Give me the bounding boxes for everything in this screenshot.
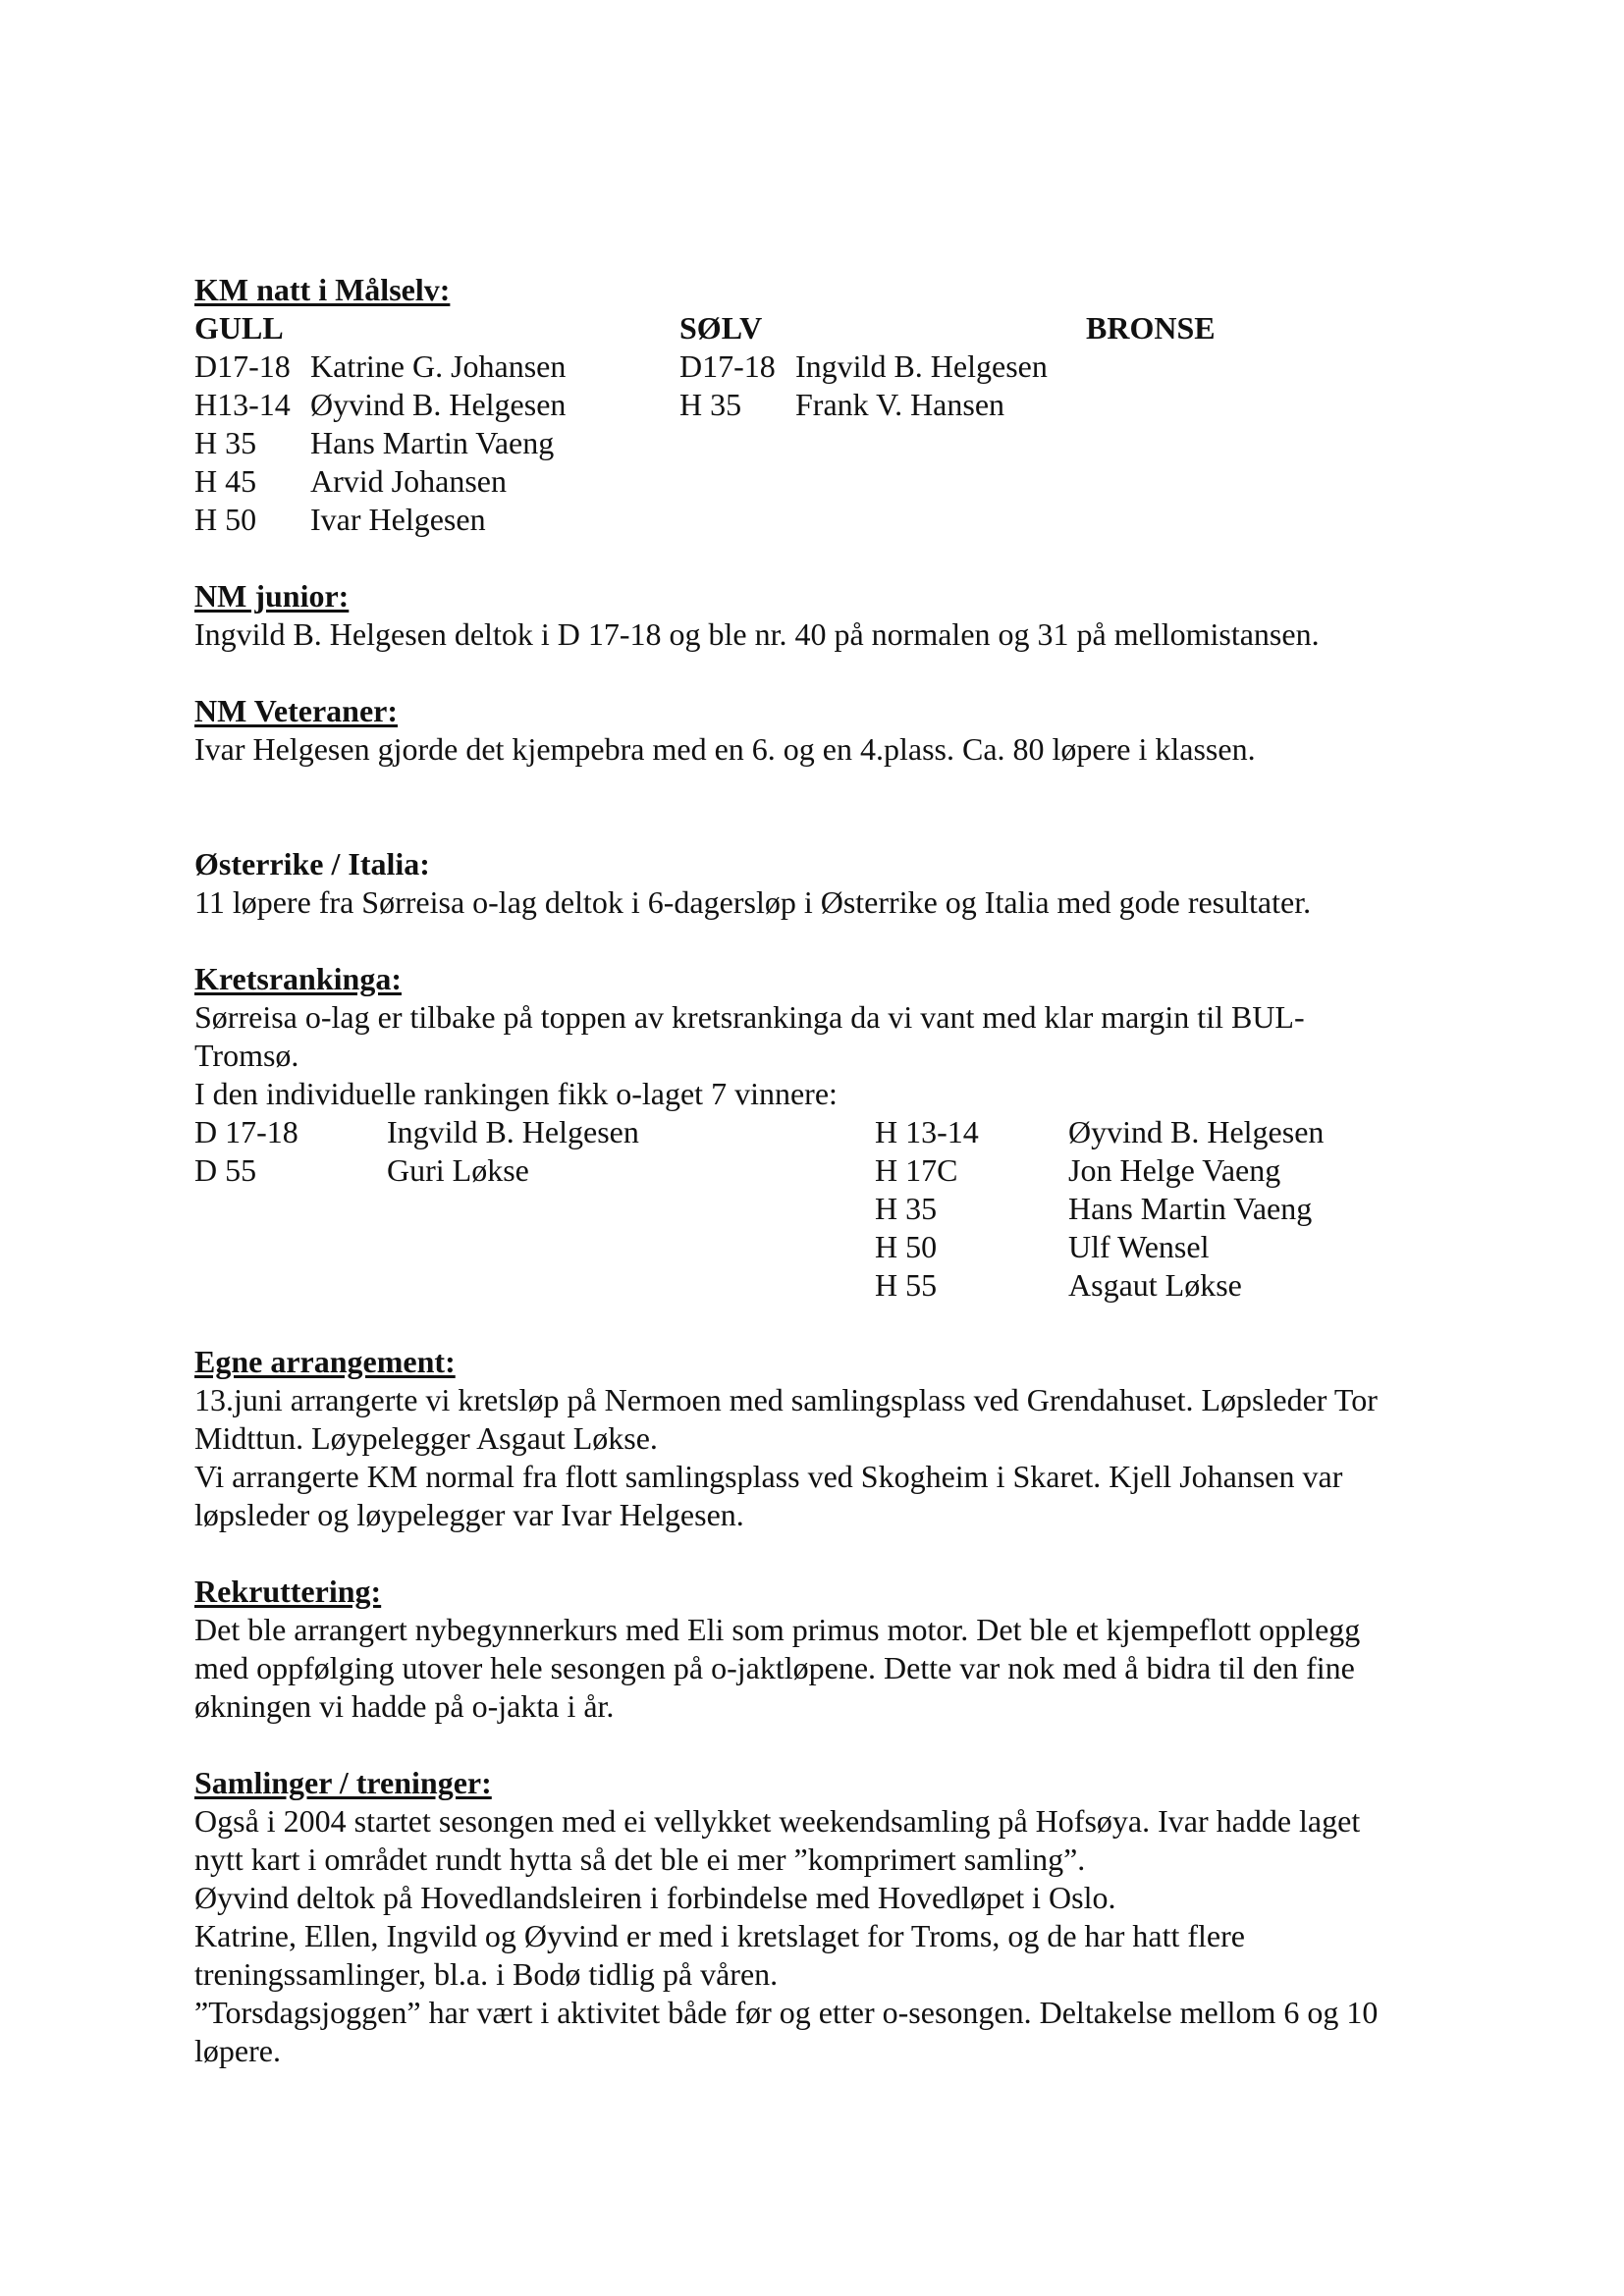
- km-heading: KM natt i Målselv:: [194, 272, 451, 307]
- samlinger-line: Øyvind deltok på Hovedlandsleiren i forbindelse med Hovedløpet i Oslo.: [194, 1880, 1116, 1915]
- samlinger-line: ”Torsdagsjoggen” har vært i aktivitet både før og etter o-sesongen. Deltakelse mellom 6 og 10: [194, 1995, 1379, 2030]
- nm-veteraner-text: Ivar Helgesen gjorde det kjempebra med en 6. og en 4.plass. Ca. 80 løpere i klassen.: [194, 731, 1256, 767]
- ranking-class: H 55: [875, 1267, 938, 1303]
- ranking-name: Jon Helge Vaeng: [1068, 1152, 1281, 1188]
- samlinger-line: treningssamlinger, bl.a. i Bodø tidlig på våren.: [194, 1956, 779, 1992]
- col-solv: SØLV: [679, 310, 763, 346]
- result-name: Arvid Johansen: [310, 463, 507, 499]
- col-gull: GULL: [194, 310, 284, 346]
- result-class: D17-18: [194, 348, 291, 384]
- egne-line: løpsleder og løypelegger var Ivar Helgesen.: [194, 1497, 744, 1532]
- ranking-row: [194, 1151, 1451, 1190]
- result-class: D17-18: [679, 348, 776, 384]
- ranking-name: Ulf Wensel: [1068, 1229, 1210, 1264]
- result-name: Frank V. Hansen: [795, 387, 1005, 422]
- ranking-class: D 55: [194, 1152, 257, 1188]
- nm-junior-heading: NM junior:: [194, 578, 350, 614]
- ranking-class: D 17-18: [194, 1114, 298, 1149]
- kretsrankinga-line: Sørreisa o-lag er tilbake på toppen av kretsrankinga da vi vant med klar margin til BUL-: [194, 999, 1305, 1035]
- result-name: Katrine G. Johansen: [310, 348, 567, 384]
- ranking-class: H 17C: [875, 1152, 958, 1188]
- samlinger-line: Katrine, Ellen, Ingvild og Øyvind er med i kretslaget for Troms, og de har hatt flere: [194, 1918, 1245, 1953]
- km-row: [194, 347, 1451, 386]
- document-page: [194, 271, 1451, 2070]
- samlinger-line: løpere.: [194, 2033, 281, 2068]
- km-row: [194, 424, 1451, 462]
- result-name: Ingvild B. Helgesen: [795, 348, 1048, 384]
- ranking-name: Guri Løkse: [387, 1152, 529, 1188]
- ranking-class: H 35: [875, 1191, 938, 1226]
- egne-line: 13.juni arrangerte vi kretsløp på Nermoen med samlingsplass ved Grendahuset. Løpsleder Tor: [194, 1382, 1378, 1417]
- km-row: [194, 501, 1451, 539]
- result-class: H13-14: [194, 387, 291, 422]
- egne-line: Midttun. Løypelegger Asgaut Løkse.: [194, 1420, 658, 1456]
- result-name: Hans Martin Vaeng: [310, 425, 555, 460]
- result-class: H 45: [194, 463, 257, 499]
- rekruttering-line: økningen vi hadde på o-jakta i år.: [194, 1688, 615, 1724]
- rekruttering-line: Det ble arrangert nybegynnerkurs med Eli som primus motor. Det ble et kjempeflott opplegg: [194, 1612, 1361, 1647]
- egne-heading: Egne arrangement:: [194, 1344, 456, 1379]
- ranking-name: Ingvild B. Helgesen: [387, 1114, 639, 1149]
- samlinger-line: nytt kart i området rundt hytta så det ble ei mer ”komprimert samling”.: [194, 1842, 1086, 1877]
- nm-junior-text: Ingvild B. Helgesen deltok i D 17-18 og ble nr. 40 på normalen og 31 på mellomistansen.: [194, 616, 1320, 652]
- col-bronse: BRONSE: [1086, 310, 1216, 346]
- kretsrankinga-line: Tromsø.: [194, 1038, 299, 1073]
- samlinger-line: Også i 2004 startet sesongen med ei vellykket weekendsamling på Hofsøya. Ivar hadde laget: [194, 1803, 1361, 1839]
- egne-line: Vi arrangerte KM normal fra flott samlingsplass ved Skogheim i Skaret. Kjell Johansen var: [194, 1459, 1343, 1494]
- ranking-name: Asgaut Løkse: [1068, 1267, 1242, 1303]
- result-class: H 50: [194, 502, 257, 537]
- ranking-row: [194, 1190, 1451, 1228]
- result-name: Ivar Helgesen: [310, 502, 486, 537]
- result-class: H 35: [194, 425, 257, 460]
- result-name: Øyvind B. Helgesen: [310, 387, 567, 422]
- osterrike-text: 11 løpere fra Sørreisa o-lag deltok i 6-dagersløp i Østerrike og Italia med gode resultater.: [194, 884, 1312, 920]
- samlinger-heading: Samlinger / treninger:: [194, 1765, 492, 1800]
- ranking-row: [194, 1228, 1451, 1266]
- rekruttering-heading: Rekruttering:: [194, 1574, 382, 1609]
- ranking-name: Øyvind B. Helgesen: [1068, 1114, 1325, 1149]
- rekruttering-line: med oppfølging utover hele sesongen på o-jaktløpene. Dette var nok med å bidra til den fine: [194, 1650, 1355, 1685]
- nm-veteraner-heading: NM Veteraner:: [194, 693, 399, 728]
- km-column-headers: [194, 309, 1451, 347]
- ranking-class: H 13-14: [875, 1114, 979, 1149]
- ranking-name: Hans Martin Vaeng: [1068, 1191, 1313, 1226]
- ranking-class: H 50: [875, 1229, 938, 1264]
- kretsrankinga-line: I den individuelle rankingen fikk o-laget 7 vinnere:: [194, 1076, 838, 1111]
- km-row: [194, 386, 1451, 424]
- osterrike-heading: Østerrike / Italia:: [194, 846, 430, 881]
- ranking-row: [194, 1113, 1451, 1151]
- result-class: H 35: [679, 387, 742, 422]
- kretsrankinga-heading: Kretsrankinga:: [194, 961, 402, 996]
- ranking-row: [194, 1266, 1451, 1305]
- km-row: [194, 462, 1451, 501]
